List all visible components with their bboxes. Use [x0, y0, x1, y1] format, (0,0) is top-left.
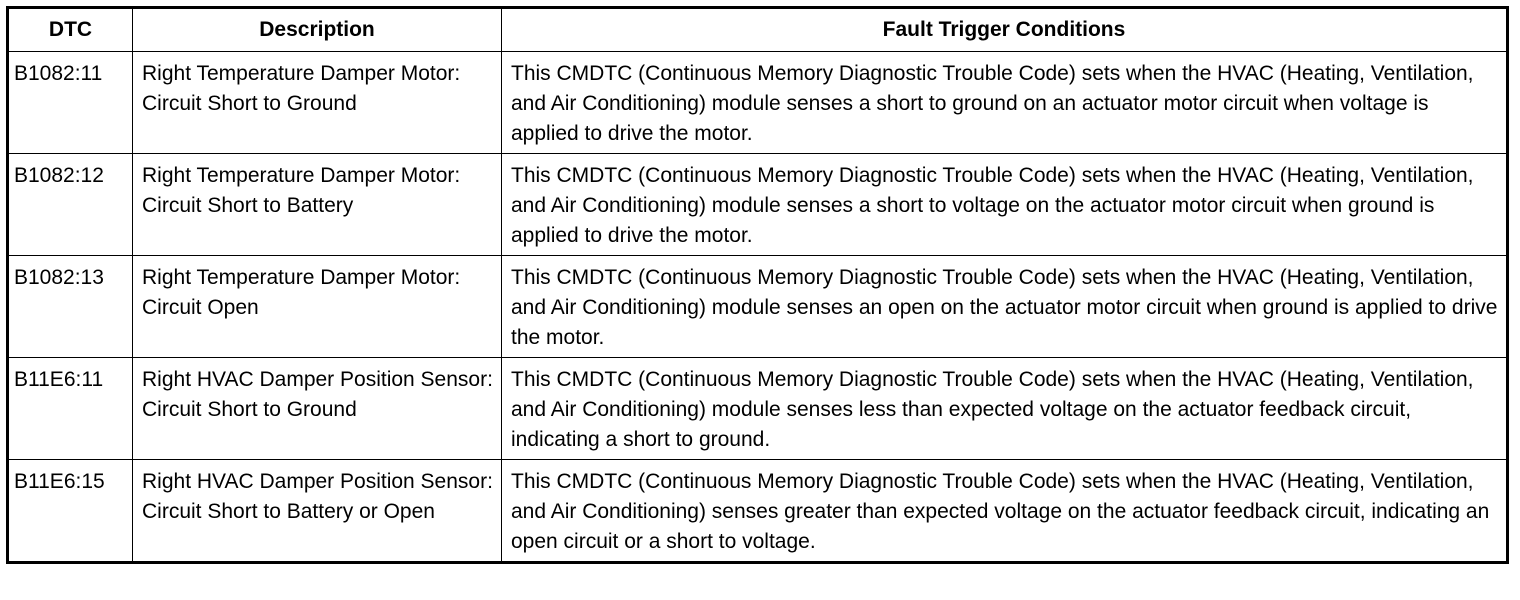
dtc-description: Right HVAC Damper Position Sensor: Circuit Short to Battery or Open — [133, 460, 502, 563]
dtc-description: Right Temperature Damper Motor: Circuit Short to Ground — [133, 52, 502, 154]
dtc-table — [6, 6, 1509, 564]
dtc-description: Right Temperature Damper Motor: Circuit Short to Battery — [133, 154, 502, 256]
table-row — [8, 154, 1508, 256]
fault-trigger-conditions: This CMDTC (Continuous Memory Diagnostic Trouble Code) sets when the HVAC (Heating, Ventilation, and Air Conditioning) senses greater than expected voltage on the actuator feedback circuit, indicating an open circuit or a short to voltage. — [502, 460, 1508, 563]
table-row — [8, 460, 1508, 563]
dtc-description: Right Temperature Damper Motor: Circuit Open — [133, 256, 502, 358]
table-row — [8, 52, 1508, 154]
dtc-code: B11E6:15 — [8, 460, 133, 563]
dtc-code: B11E6:11 — [8, 358, 133, 460]
header-dtc: DTC — [8, 8, 133, 52]
header-description: Description — [133, 8, 502, 52]
fault-trigger-conditions: This CMDTC (Continuous Memory Diagnostic Trouble Code) sets when the HVAC (Heating, Ventilation, and Air Conditioning) module senses less than expected voltage on the actuator feedback circuit, indicating a short to ground. — [502, 358, 1508, 460]
dtc-code: B1082:13 — [8, 256, 133, 358]
table-row — [8, 358, 1508, 460]
dtc-description: Right HVAC Damper Position Sensor: Circuit Short to Ground — [133, 358, 502, 460]
fault-trigger-conditions: This CMDTC (Continuous Memory Diagnostic Trouble Code) sets when the HVAC (Heating, Ventilation, and Air Conditioning) module senses a short to voltage on the actuator motor circuit when ground is applied to drive the motor. — [502, 154, 1508, 256]
header-row — [8, 8, 1508, 52]
table-body — [8, 52, 1508, 563]
table-row — [8, 256, 1508, 358]
fault-trigger-conditions: This CMDTC (Continuous Memory Diagnostic Trouble Code) sets when the HVAC (Heating, Ventilation, and Air Conditioning) module senses a short to ground on an actuator motor circuit when voltage is applied to drive the motor. — [502, 52, 1508, 154]
dtc-code: B1082:12 — [8, 154, 133, 256]
dtc-code: B1082:11 — [8, 52, 133, 154]
fault-trigger-conditions: This CMDTC (Continuous Memory Diagnostic Trouble Code) sets when the HVAC (Heating, Ventilation, and Air Conditioning) module senses an open on the actuator motor circuit when ground is applied to drive the motor. — [502, 256, 1508, 358]
header-fault-trigger-conditions: Fault Trigger Conditions — [502, 8, 1508, 52]
table-header — [8, 8, 1508, 52]
